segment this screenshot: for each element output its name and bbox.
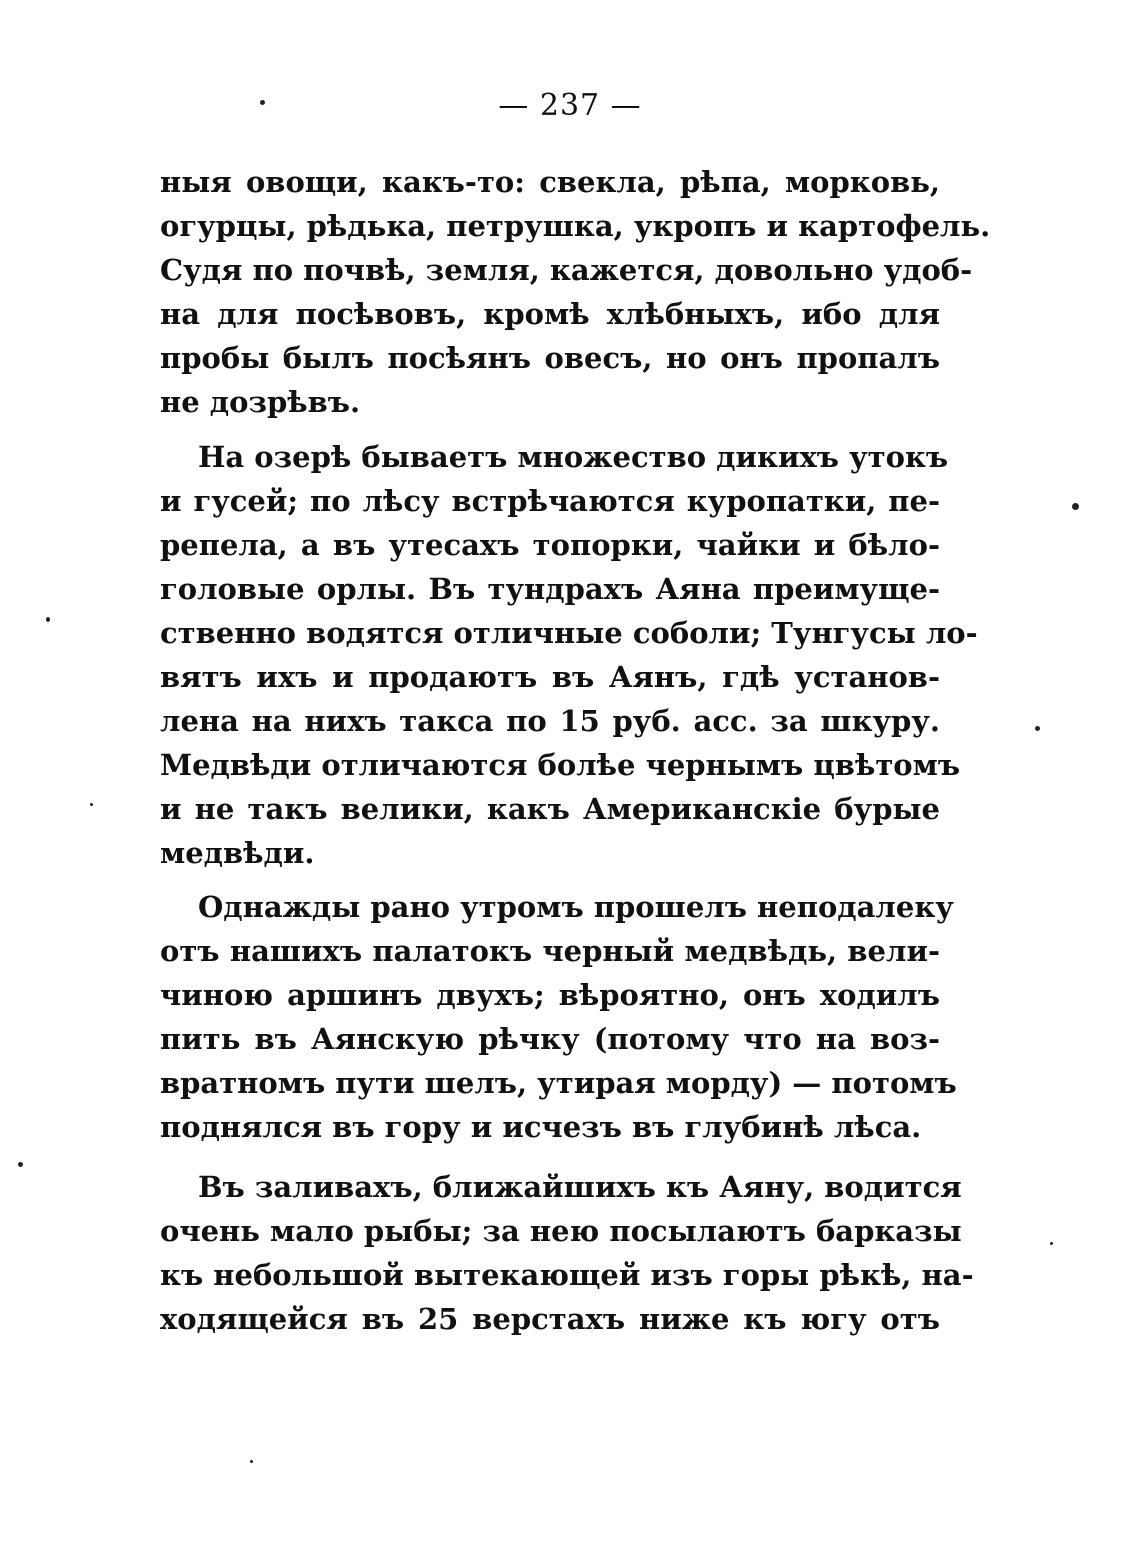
text-line: пить въ Аянскую рѣчку (потому что на воз- xyxy=(160,1022,940,1056)
text-line: ныя овощи, какъ-то: свекла, рѣпа, морковь, xyxy=(160,165,940,199)
scan-speck xyxy=(90,803,93,806)
text-line: ходящейся въ 25 верстахъ ниже къ югу отъ xyxy=(160,1302,940,1336)
scan-speck xyxy=(46,617,50,622)
text-line: На озерѣ бываетъ множество дикихъ утокъ xyxy=(198,440,949,474)
text-line: Судя по почвѣ, земля, кажется, довольно удоб- xyxy=(160,253,973,287)
text-line: ственно водятся отличные соболи; Тунгусы ло- xyxy=(160,616,978,650)
text-line: на для посѣвовъ, кромѣ хлѣбныхъ, ибо для xyxy=(160,297,940,331)
scan-speck xyxy=(1072,503,1079,510)
text-line: лена на нихъ такса по 15 руб. асс. за шкуру. xyxy=(160,704,940,738)
text-line: репела, а въ утесахъ топорки, чайки и бѣло- xyxy=(160,528,940,562)
text-line: Однажды рано утромъ прошелъ неподалеку xyxy=(198,890,954,924)
text-line: и не такъ велики, какъ Американскіе бурые xyxy=(160,792,940,826)
text-line: и гусей; по лѣсу встрѣчаются куропатки, пе- xyxy=(160,484,940,518)
text-line: поднялся въ гору и исчезъ въ глубинѣ лѣса. xyxy=(160,1110,922,1144)
paragraph-1 xyxy=(160,160,991,424)
text-line: головые орлы. Въ тундрахъ Аяна преимуще- xyxy=(160,572,940,606)
text-line: медвѣди. xyxy=(160,836,315,870)
scan-speck xyxy=(18,1162,23,1167)
text-line: отъ нашихъ палатокъ черный медвѣдь, вели- xyxy=(160,934,940,968)
text-line: чиною аршинъ двухъ; вѣроятно, онъ ходилъ xyxy=(160,978,940,1012)
text-line: Медвѣди отличаются болѣе чернымъ цвѣтомъ xyxy=(160,748,961,782)
scan-speck xyxy=(1050,1242,1053,1245)
text-line: вятъ ихъ и продаютъ въ Аянъ, гдѣ установ- xyxy=(160,660,940,694)
text-line: очень мало рыбы; за нею посылаютъ барказы xyxy=(160,1214,962,1248)
paragraph-4 xyxy=(160,1165,974,1341)
paragraph-3 xyxy=(160,885,957,1149)
text-line: не дозрѣвъ. xyxy=(160,385,361,419)
text-line: пробы былъ посѣянъ овесъ, но онъ пропалъ xyxy=(160,341,940,375)
page-number: — 237 — xyxy=(498,88,642,123)
text-line: вратномъ пути шелъ, утирая морду) — потомъ xyxy=(160,1066,957,1100)
paragraph-2 xyxy=(160,435,978,875)
text-line: къ небольшой вытекающей изъ горы рѣкѣ, на- xyxy=(160,1258,974,1292)
text-line: огурцы, рѣдька, петрушка, укропъ и картофель. xyxy=(160,209,991,243)
scan-speck xyxy=(1035,726,1040,731)
text-line: Въ заливахъ, ближайшихъ къ Аяну, водится xyxy=(198,1170,962,1204)
scan-speck xyxy=(250,1460,253,1463)
scan-speck xyxy=(260,100,265,105)
